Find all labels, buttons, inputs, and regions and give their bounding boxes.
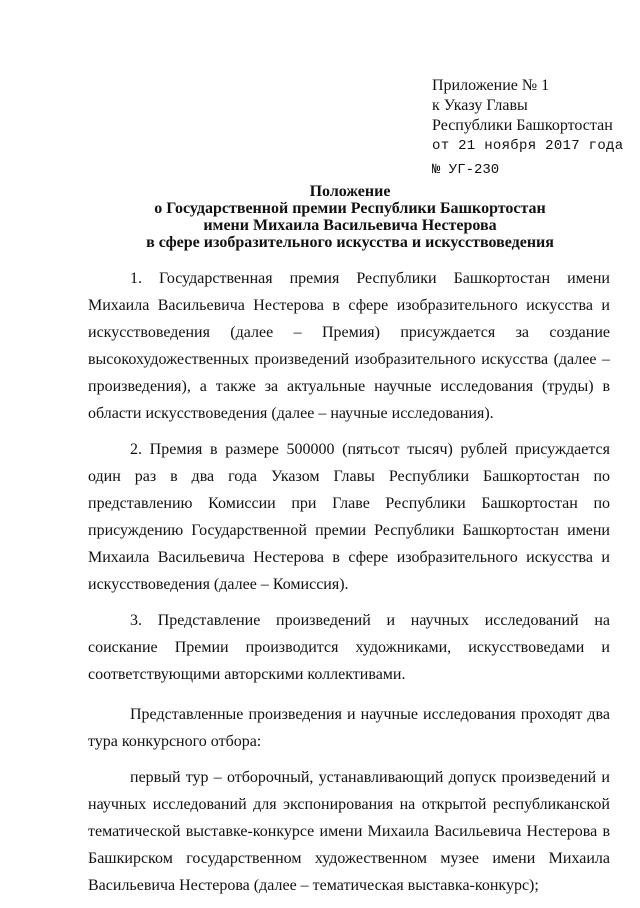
appendix-date: от 21 ноября 2017 года: [432, 138, 624, 154]
paragraph-3: 3. Представление произведений и научных исследований на соискание Премии производится художниками, искусствоведами и соответствующими авторскими коллективами.: [88, 612, 610, 683]
document-number: № УГ-230: [432, 162, 500, 178]
paragraph-1: 1. Государственная премия Республики Башкортостан имени Михаила Васильевича Нестерова в сфере изобразительного искусства и искусствоведения (далее – Премия) присуждается за создание высокохудожественных произведений изобразительного искусства (далее – произведения), а также за актуальные научные исследования (труды) в области искусствоведения (далее – научные исследования).: [88, 270, 610, 422]
paragraph-5: первый тур – отборочный, устанавливающий допуск произведений и научных исследований для экспонирования на открытой республиканской тематической выставке-конкурсе имени Михаила Васильевича Нестерова в Башкирском государственном художественном музее имени Михаила Васильевича Нестерова (далее – тематическая выставка-конкурс);: [88, 769, 610, 894]
document-title: [60, 183, 640, 251]
appendix-block: [432, 76, 623, 156]
title-line-3: имени Михаила Васильевича Нестерова: [203, 217, 497, 234]
title-line-2: о Государственной премии Республики Башкортостан: [154, 200, 546, 217]
appendix-line-2: к Указу Главы: [432, 97, 528, 114]
document-body: [88, 265, 610, 908]
title-line-4: в сфере изобразительного искусства и искусствоведения: [146, 234, 554, 251]
paragraph-2: 2. Премия в размере 500000 (пятьсот тысяч) рублей присуждается один раз в два года Указом Главы Республики Башкортостан по представлению Комиссии при Главе Республики Башкортостан по присуждению Государственной премии Республики Башкортостан имени Михаила Васильевича Нестерова в сфере изобразительного искусства и искусствоведения (далее – Комиссия).: [88, 441, 610, 593]
title-line-1: Положение: [309, 183, 391, 200]
appendix-line-1: Приложение № 1: [432, 77, 550, 94]
appendix-line-3: Республики Башкортостан: [432, 117, 613, 134]
paragraph-4: Представленные произведения и научные исследования проходят два тура конкурсного отбора:: [88, 706, 610, 750]
